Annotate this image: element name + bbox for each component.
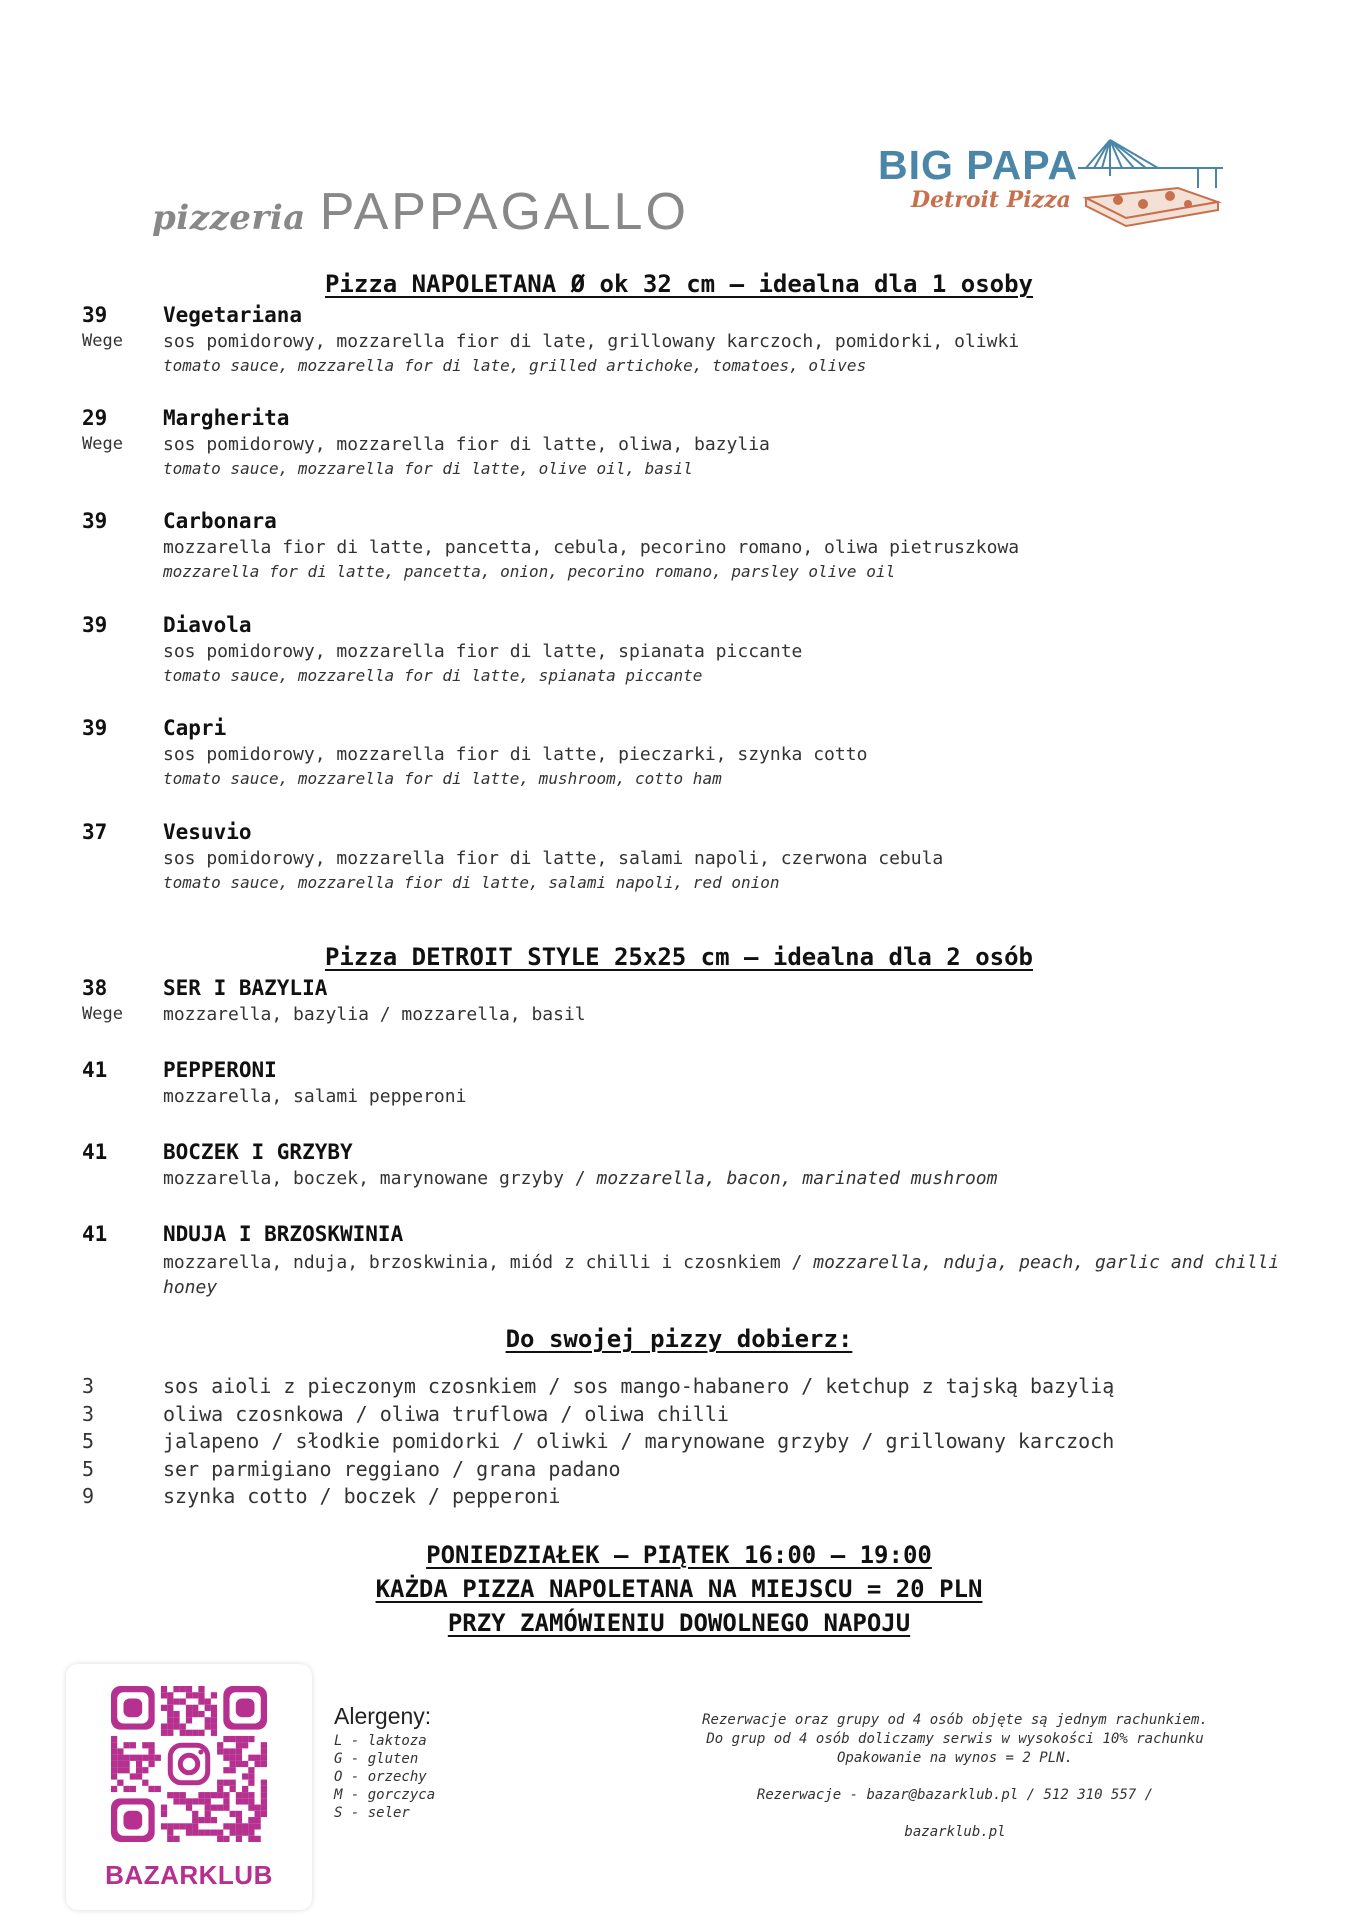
item-desc-en: tomato sauce, mozzarella for di late, grilled artichoke, tomatoes, olives [163,356,867,375]
promo-line-2: KAŻDA PIZZA NAPOLETANA NA MIEJSCU = 20 PLN [375,1575,983,1603]
extra-price: 5 [82,1429,95,1453]
item-desc-pl: sos pomidorowy, mozzarella fior di latte, oliwa, bazylia [163,434,770,455]
item-desc-en: tomato sauce, mozzarella for di latte, olive oil, basil [163,459,693,478]
item-name: Vesuvio [163,820,252,844]
item-name: BOCZEK I GRZYBY [163,1140,353,1164]
bridge-pizza-icon [1078,136,1223,236]
item-name: SER I BAZYLIA [163,976,328,1000]
qr-code[interactable] [111,1686,267,1842]
item-desc-pl: mozzarella, salami pepperoni [163,1086,467,1107]
item-desc-en: tomato sauce, mozzarella for di latte, mushroom, cotto ham [163,769,722,788]
qr-label: BAZARKLUB [105,1860,273,1890]
info-line-2: Do grup od 4 osób doliczamy serwis w wysokości 10% rachunku [706,1731,1204,1747]
allergen-item: O - orzechy [334,1769,427,1785]
pappagallo-name: PAPPAGALLO [319,183,689,241]
item-price: 39 [82,716,108,740]
item-price: 39 [82,303,108,327]
item-desc-pl: sos pomidorowy, mozzarella fior di latte, spianata piccante [163,641,803,662]
item-desc-en: mozzarella for di latte, pancetta, onion, pecorino romano, parsley olive oil [163,562,896,581]
extra-text: ser parmigiano reggiano / grana padano [163,1456,621,1481]
item-desc-en: mozzarella, nduja, peach, garlic and chilli honey [163,1252,1280,1298]
list-item [82,1484,1282,1512]
item-name: Diavola [163,613,252,637]
item-tag: Wege [82,331,123,351]
allergen-item: M - gorczyca [334,1787,436,1803]
info-line-5[interactable]: bazarklub.pl [904,1824,1006,1840]
extra-text: oliwa czosnkowa / oliwa truflowa / oliwa chilli [163,1401,729,1426]
item-desc [163,1168,997,1189]
allergens-title: Alergeny: [334,1703,432,1729]
item-name: Capri [163,716,227,740]
item-desc-pl: mozzarella fior di latte, pancetta, cebula, pecorino romano, oliwa pietruszkowa [163,537,1020,558]
item-tag: Wege [82,1004,123,1024]
item-desc [163,1250,1303,1300]
extra-price: 9 [82,1484,95,1508]
item-name: PEPPERONI [163,1058,277,1082]
bigpapa-name: BIG PAPA [878,142,1079,188]
allergen-item: G - gluten [334,1751,419,1767]
item-desc-pl: sos pomidorowy, mozzarella fior di latte, salami napoli, czerwona cebula [163,848,944,869]
item-price: 29 [82,406,108,430]
item-desc-pl: mozzarella, boczek, marynowane grzyby / [163,1168,586,1189]
item-name: Margherita [163,406,290,430]
detroit-title: Pizza DETROIT STYLE 25x25 cm – idealna dla 2 osób [324,943,1033,971]
extra-text: sos aioli z pieczonym czosnkiem / sos mango-habanero / ketchup z tajską bazylią [163,1374,1115,1398]
item-name: Vegetariana [163,303,303,327]
qr-card[interactable] [66,1664,312,1910]
allergen-item: S - seler [334,1805,410,1821]
item-price: 41 [82,1058,108,1082]
item-desc-en: tomato sauce, mozzarella fior di latte, salami napoli, red onion [163,873,780,892]
extra-text: szynka cotto / boczek / pepperoni [163,1484,561,1508]
list-item [82,1429,1282,1457]
item-price: 39 [82,509,108,533]
list-item [82,1374,1282,1402]
item-name: Carbonara [163,509,277,533]
item-price: 38 [82,976,108,1000]
promo-line-1: PONIEDZIAŁEK – PIĄTEK 16:00 – 19:00 [426,1541,932,1569]
info-line-4[interactable]: Rezerwacje - bazar@bazarklub.pl / 512 310 557 / [756,1787,1154,1803]
extras-list [82,1374,1282,1512]
pappagallo-prefix: pizzeria [152,198,306,238]
bigpapa-subtitle: Detroit Pizza [911,187,1071,213]
extras-title: Do swojej pizzy dobierz: [505,1325,853,1353]
extra-price: 3 [82,1374,95,1398]
allergen-item: L - laktoza [334,1733,427,1749]
item-desc-en: mozzarella, bacon, marinated mushroom [596,1168,998,1189]
napoletana-title: Pizza NAPOLETANA Ø ok 32 cm – idealna dla 1 osoby [324,270,1033,298]
item-desc-pl: sos pomidorowy, mozzarella fior di late, grillowany karczoch, pomidorki, oliwki [163,331,1020,352]
extra-price: 3 [82,1401,95,1426]
info-line-1: Rezerwacje oraz grupy od 4 osób objęte są jednym rachunkiem. [702,1712,1208,1728]
list-item [82,1402,1282,1430]
bigpapa-logo [878,136,1223,236]
item-price: 39 [82,613,108,637]
item-price: 41 [82,1222,108,1246]
item-name: NDUJA I BRZOSKWINIA [163,1222,404,1246]
extra-text: jalapeno / słodkie pomidorki / oliwki / marynowane grzyby / grillowany karczoch [163,1429,1115,1453]
item-desc-en: tomato sauce, mozzarella for di latte, spianata piccante [163,666,703,685]
item-desc-pl: mozzarella, nduja, brzoskwinia, miód z chilli i czosnkiem / [163,1252,803,1273]
extra-price: 5 [82,1456,95,1481]
item-price: 37 [82,820,108,844]
promo-line-3: PRZY ZAMÓWIENIU DOWOLNEGO NAPOJU [447,1609,911,1637]
item-desc-pl: mozzarella, bazylia / mozzarella, basil [163,1004,586,1025]
list-item [82,1457,1282,1485]
item-tag: Wege [82,434,123,454]
item-desc-pl: sos pomidorowy, mozzarella fior di latte, pieczarki, szynka cotto [163,744,868,765]
item-price: 41 [82,1140,108,1164]
info-line-3: Opakowanie na wynos = 2 PLN. [836,1750,1073,1766]
pappagallo-logo [152,168,689,241]
